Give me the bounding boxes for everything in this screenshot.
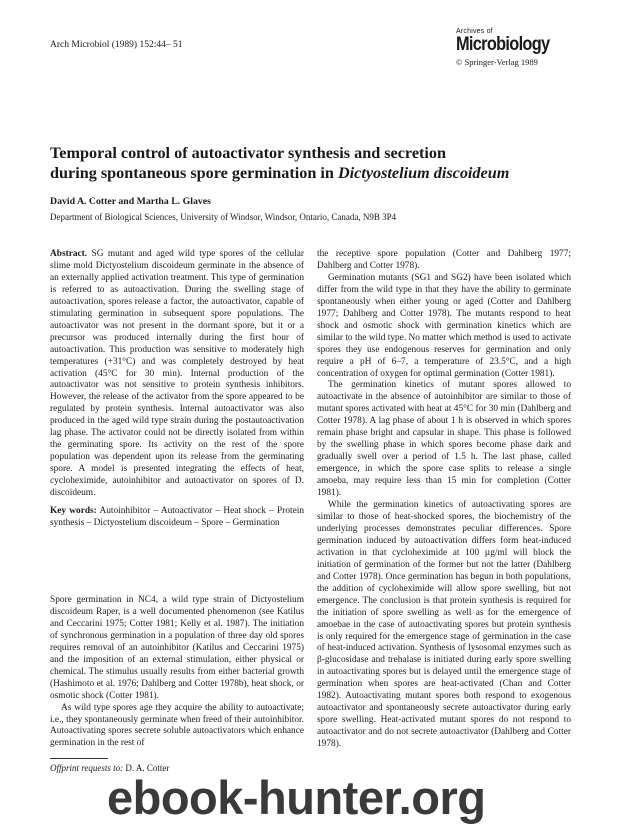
journal-name: Microbiology [456,34,550,55]
footnote-divider [50,758,108,759]
intro-paragraph-1: Spore germination in NC4, a wild type strain of Dictyostelium discoideum Raper, is a well documented phenomenon (see Katilus and Ceccarini 1975; Cotter 1981; Kelly et al. 1987). The initiation of synchronous germination in a population of three day old spores requires removal of an autoinhibitor (Katilus and Ceccarini 1975) and the imposition of an external stimulation, either physical or chemical. The stimulus usually results from either bacterial growth (Hashimoto et al. 1976; Dahlberg and Cotter 1978b), heat shock, or osmotic shock (Cotter 1981). [50,595,304,701]
footnote-name: D. A. Cotter [123,763,170,773]
abstract-block [50,249,304,530]
keywords [50,506,304,530]
title-line-1: Temporal control of autoactivator synthesis and secretion [50,144,446,162]
journal-citation: Arch Microbiol (1989) 152:44– 51 [50,40,183,50]
keywords-label: Key words: [50,506,97,517]
keywords-text: Autoinhibitor – Autoactivator – Heat shock – Protein synthesis – Dictyostelium discoideum – Spore – Germination [50,506,305,528]
abstract [50,249,304,500]
right-paragraph-1: the receptive spore population (Cotter and Dahlberg 1977; Dahlberg and Cotter 1978). [317,249,571,271]
right-paragraph-2: Germination mutants (SG1 and SG2) have been isolated which differ from the wild type in that they have the ability to germinate spontaneously when either young or aged (Cotter and Dahlberg 1977; Dahlberg and Cotter 1978). The mutants respond to heat shock and osmotic shock with germination kinetics which are similar to the wild type. No matter which method is used to activate spores they use endogenous reserves for germination and only require a pH of 6–7, a temperature of 23.5°C, and a high concentration of oxygen for optimal germination (Cotter 1981). [317,272,571,379]
intro-paragraph-2: As wild type spores age they acquire the ability to autoactivate; i.e., they spontaneously germinate when freed of their autoinhibitor. Autoactivating spores secrete soluble autoactivators which enhance germination in the rest of [50,702,304,749]
watermark: ebook-hunter.org [107,771,486,824]
right-column [317,249,571,751]
journal-prefix: Archives of [456,28,493,35]
introduction-block [50,595,304,750]
journal-masthead [456,28,574,67]
copyright-notice: © Springer-Verlag 1989 [456,57,538,67]
footnote-label: Offprint requests to: [50,763,124,773]
abstract-text: SG mutant and aged wild type spores of the cellular slime mold Dictyostelium discoideum germinate in the absence of an externally applied activation treatment. This type of germination is referred to as autoactivation. During the swelling stage of autoactivation, spores release a factor, the autoactivator, capable of stimulating germination in subsequent spore populations. The autoactivator was not present in the dormant spore, but it or a precursor was produced internally during the first hour of autoactivation. This production was sensitive to moderately high temperatures (+31°C) and was completely destroyed by heat activation (45°C for 30 min). Internal production of the autoactivator was not sensitive to protein synthesis inhibitors. However, the release of the activator from the spore appeared to be regulated by protein synthesis. Internal autoactivator was also produced in the aged wild type strain during the postautoactivation lag phase. The activator could not be directly isolated from within the germinating spore. Its activity on the rest of the spore population was dependent upon its release from the germinating spore. A model is presented integrating the effects of heat, cycloheximide, autoinhibitor and autoactivator on spores of D. discoideum. [50,249,304,499]
authors: David A. Cotter and Martha L. Glaves [50,196,211,207]
right-paragraph-3: The germination kinetics of mutant spores allowed to autoactivate in the absence of autoinhibitor are similar to those of mutant spores activated with heat at 45°C for 30 min (Dahlberg and Cotter 1978). A lag phase of about 1 h is observed in which spores remain phase bright and capsular in shape. This phase is followed by the swelling phase in which spores become phase dark and gradually swell over a period of 1.5 h. The last phase, called emergence, in which the spore case splits to release a single amoeba, may require less than 15 min for completion (Cotter 1981). [317,380,571,499]
paper-title [50,143,570,183]
affiliation: Department of Biological Sciences, University of Windsor, Windsor, Ontario, Canada, N9B 3P4 [50,212,397,222]
abstract-label: Abstract. [50,249,88,259]
title-line-2: during spontaneous spore germination in Dictyostelium discoideum [50,164,510,182]
right-paragraph-4: While the germination kinetics of autoactivating spores are similar to those of heat-shocked spores, the biochemistry of the underlying processes demonstrates peculiar differences. Spore germination induced by autoactivation differs form heat-induced activation in that cycloheximide at 100 µg/ml will block the initiation of germination of the former but not the latter (Dahlberg and Cotter 1978). Once germination has begun in both populations, the addition of cycloheximide will allow spore swelling, but not emergence. The conclusion is that protein synthesis is required for the initiation of spore swelling as well as for the emergence of amoebae in the case of autoactivating spores but protein synthesis is only required for the emergence stage of germination in the case of heat-induced activation. Synthesis of lysosomal enzymes such as β-glucosidase and trehalase is initiated during early spore swelling in autoactivating spores but is delayed until the emergence stage of germination when spores are heat-activated (Chan and Cotter 1982). Autoactivating mutant spores both respond to exogenous autoactivator and spontaneously secrete autoactivator during early spore swelling. Heat-activated mutant spores do not respond to autoactivator and do not secrete autoactivator (Dahlberg and Cotter 1978). [317,500,571,750]
